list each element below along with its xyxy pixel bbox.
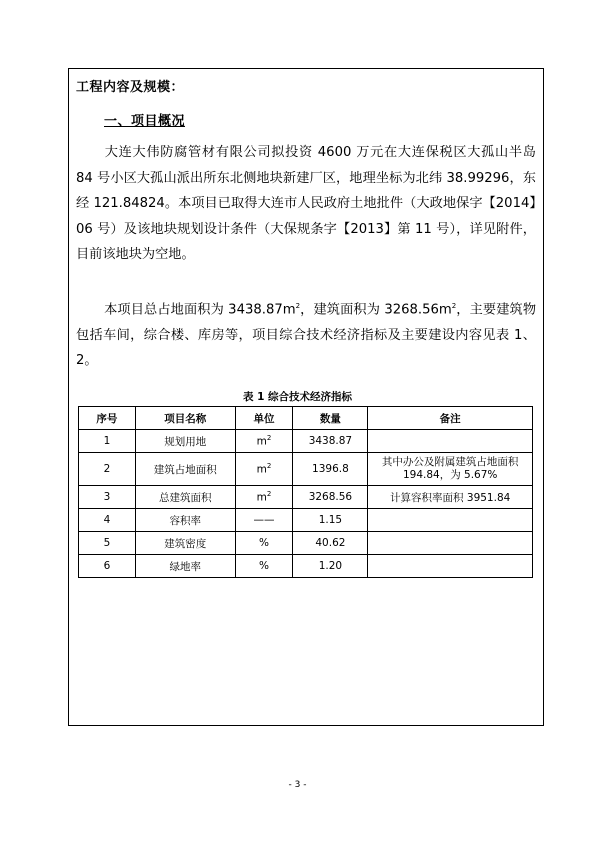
cell-name: 建筑密度 [135, 532, 235, 555]
table-row [79, 532, 533, 555]
paragraph-1-text: 大连大伟防腐管材有限公司拟投资 4600 万元在大连保税区大孤山半岛 84 号小区大孤山派出所东北侧地块新建厂区，地理坐标为北纬 38.99296，东经 121.84824。本项目已取得大连市人民政府土地批件（大政地保字【2014】06 号）及该地块规划设计条件（大保规条字【2013】第 11 号），详见附件，目前该地块为空地。 [76, 145, 536, 262]
header-quantity: 数量 [293, 407, 368, 430]
cell-name: 绿地率 [135, 555, 235, 578]
cell-no: 6 [79, 555, 136, 578]
cell-name: 总建筑面积 [135, 486, 235, 509]
cell-remarks [368, 532, 533, 555]
cell-remarks [368, 555, 533, 578]
table-row [79, 453, 533, 486]
cell-no: 1 [79, 430, 136, 453]
cell-quantity: 1396.8 [293, 453, 368, 486]
header-name: 项目名称 [135, 407, 235, 430]
table-row [79, 486, 533, 509]
table-header-row [79, 407, 533, 430]
cell-no: 5 [79, 532, 136, 555]
table-row [79, 430, 533, 453]
cell-remarks [368, 453, 533, 486]
cell-quantity: 3268.56 [293, 486, 368, 509]
cell-no: 3 [79, 486, 136, 509]
cell-quantity: 40.62 [293, 532, 368, 555]
cell-name: 容积率 [135, 509, 235, 532]
cell-remarks [368, 509, 533, 532]
header-unit: 单位 [235, 407, 293, 430]
remark-line-2: 194.84，为 5.67% [402, 469, 498, 481]
cell-quantity: 1.20 [293, 555, 368, 578]
paragraph-area-summary [76, 294, 536, 374]
paragraph-2-part-b: ，建筑面积为 3268.56m [300, 302, 452, 318]
table-caption: 表 1 综合技术经济指标 [242, 391, 353, 403]
cell-quantity: 1.15 [293, 509, 368, 532]
cell-unit: $m^2$ [235, 430, 293, 453]
header-remarks: 备注 [368, 407, 533, 430]
cell-unit: $m^2$ [235, 453, 293, 486]
indicator-table [78, 406, 533, 578]
paragraph-project-overview [76, 140, 536, 268]
cell-unit: % [235, 532, 293, 555]
superscript: 2 [295, 302, 301, 310]
cell-remarks: 计算容积率面积 3951.84 [368, 486, 533, 509]
cell-quantity: 3438.87 [293, 430, 368, 453]
superscript: 2 [451, 302, 457, 310]
project-overview-title: 一、项目概况 [104, 114, 186, 129]
paragraph-2-part-a: 本项目总占地面积为 3438.87m [104, 302, 296, 318]
cell-name: 规划用地 [135, 430, 235, 453]
cell-remarks [368, 430, 533, 453]
cell-unit: % [235, 555, 293, 578]
cell-unit: $m^2$ [235, 486, 293, 509]
header-no: 序号 [79, 407, 136, 430]
table-row [79, 509, 533, 532]
table-row [79, 555, 533, 578]
cell-no: 2 [79, 453, 136, 486]
paragraph-2-part-c: ，主要建筑物包括车间，综合楼、库房等，项目综合技术经济指标及主要建设内容见表 1、2。 [76, 302, 537, 369]
cell-unit: —— [235, 509, 293, 532]
page-number: - 3 - [288, 780, 307, 790]
cell-no: 4 [79, 509, 136, 532]
section-heading: 工程内容及规模： [76, 80, 185, 95]
cell-name: 建筑占地面积 [135, 453, 235, 486]
remark-line-1: 其中办公及附属建筑占地面积 [381, 456, 519, 468]
